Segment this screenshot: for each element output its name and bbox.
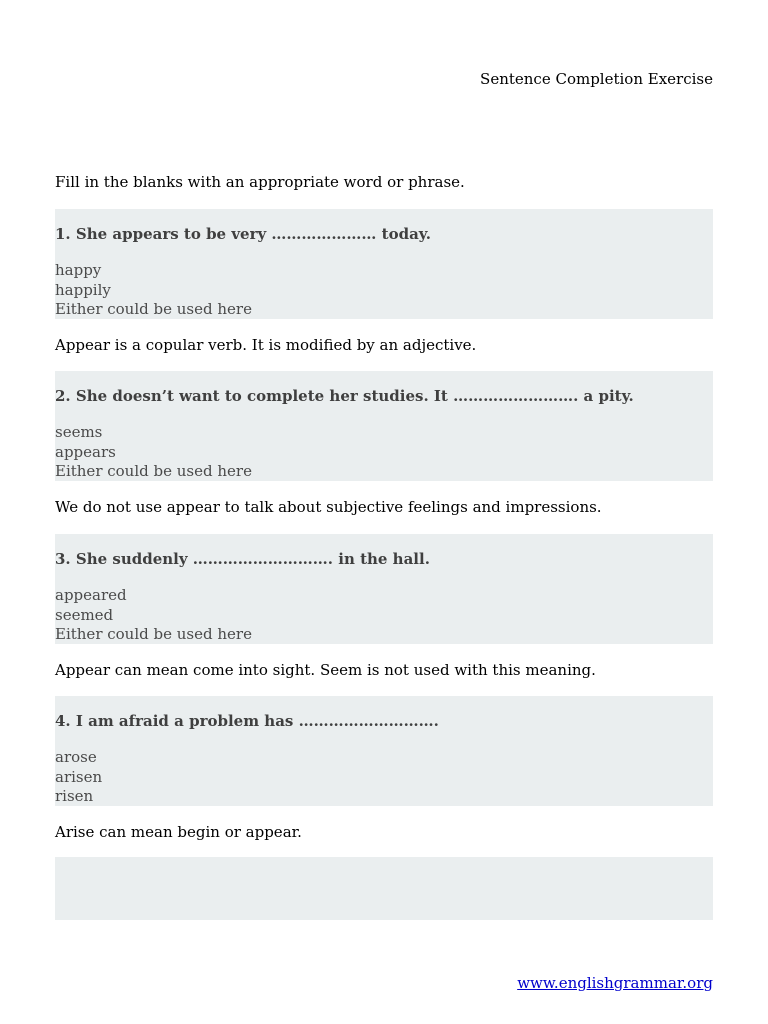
option-item[interactable]: seems	[55, 423, 103, 441]
options-list	[55, 423, 252, 482]
question-block-4	[55, 696, 713, 806]
option-item[interactable]: Either could be used here	[55, 625, 252, 643]
question-block-2	[55, 371, 713, 481]
option-item[interactable]: arose	[55, 748, 97, 766]
empty-question-block	[55, 857, 713, 920]
explanation-text: We do not use appear to talk about subjective feelings and impressions.	[55, 498, 602, 516]
question-text: 4. I am afraid a problem has ……………………….	[55, 712, 439, 730]
question-block-1	[55, 209, 713, 319]
question-block-3	[55, 534, 713, 644]
page-header-title: Sentence Completion Exercise	[480, 70, 713, 88]
option-item[interactable]: appears	[55, 442, 116, 461]
explanation-text: Arise can mean begin or appear.	[55, 823, 302, 841]
question-text: 1. She appears to be very ………………… today.	[55, 225, 432, 243]
option-item[interactable]: happy	[55, 261, 102, 279]
option-item[interactable]: Either could be used here	[55, 462, 252, 480]
options-list	[55, 586, 252, 645]
options-list	[55, 748, 102, 807]
instructions-text: Fill in the blanks with an appropriate word or phrase.	[55, 173, 465, 191]
option-item[interactable]: risen	[55, 787, 94, 805]
option-item[interactable]: happily	[55, 280, 111, 299]
question-text: 2. She doesn’t want to complete her studies. It ……………………. a pity.	[55, 387, 634, 405]
footer-website-link[interactable]: www.englishgrammar.org	[517, 974, 713, 992]
question-text: 3. She suddenly ………………………. in the hall.	[55, 550, 430, 568]
explanation-text: Appear can mean come into sight. Seem is not used with this meaning.	[55, 661, 596, 679]
option-item[interactable]: appeared	[55, 586, 127, 604]
explanation-text: Appear is a copular verb. It is modified by an adjective.	[55, 336, 477, 354]
option-item[interactable]: seemed	[55, 605, 114, 624]
options-list	[55, 261, 252, 320]
option-item[interactable]: Either could be used here	[55, 300, 252, 318]
option-item[interactable]: arisen	[55, 767, 103, 786]
